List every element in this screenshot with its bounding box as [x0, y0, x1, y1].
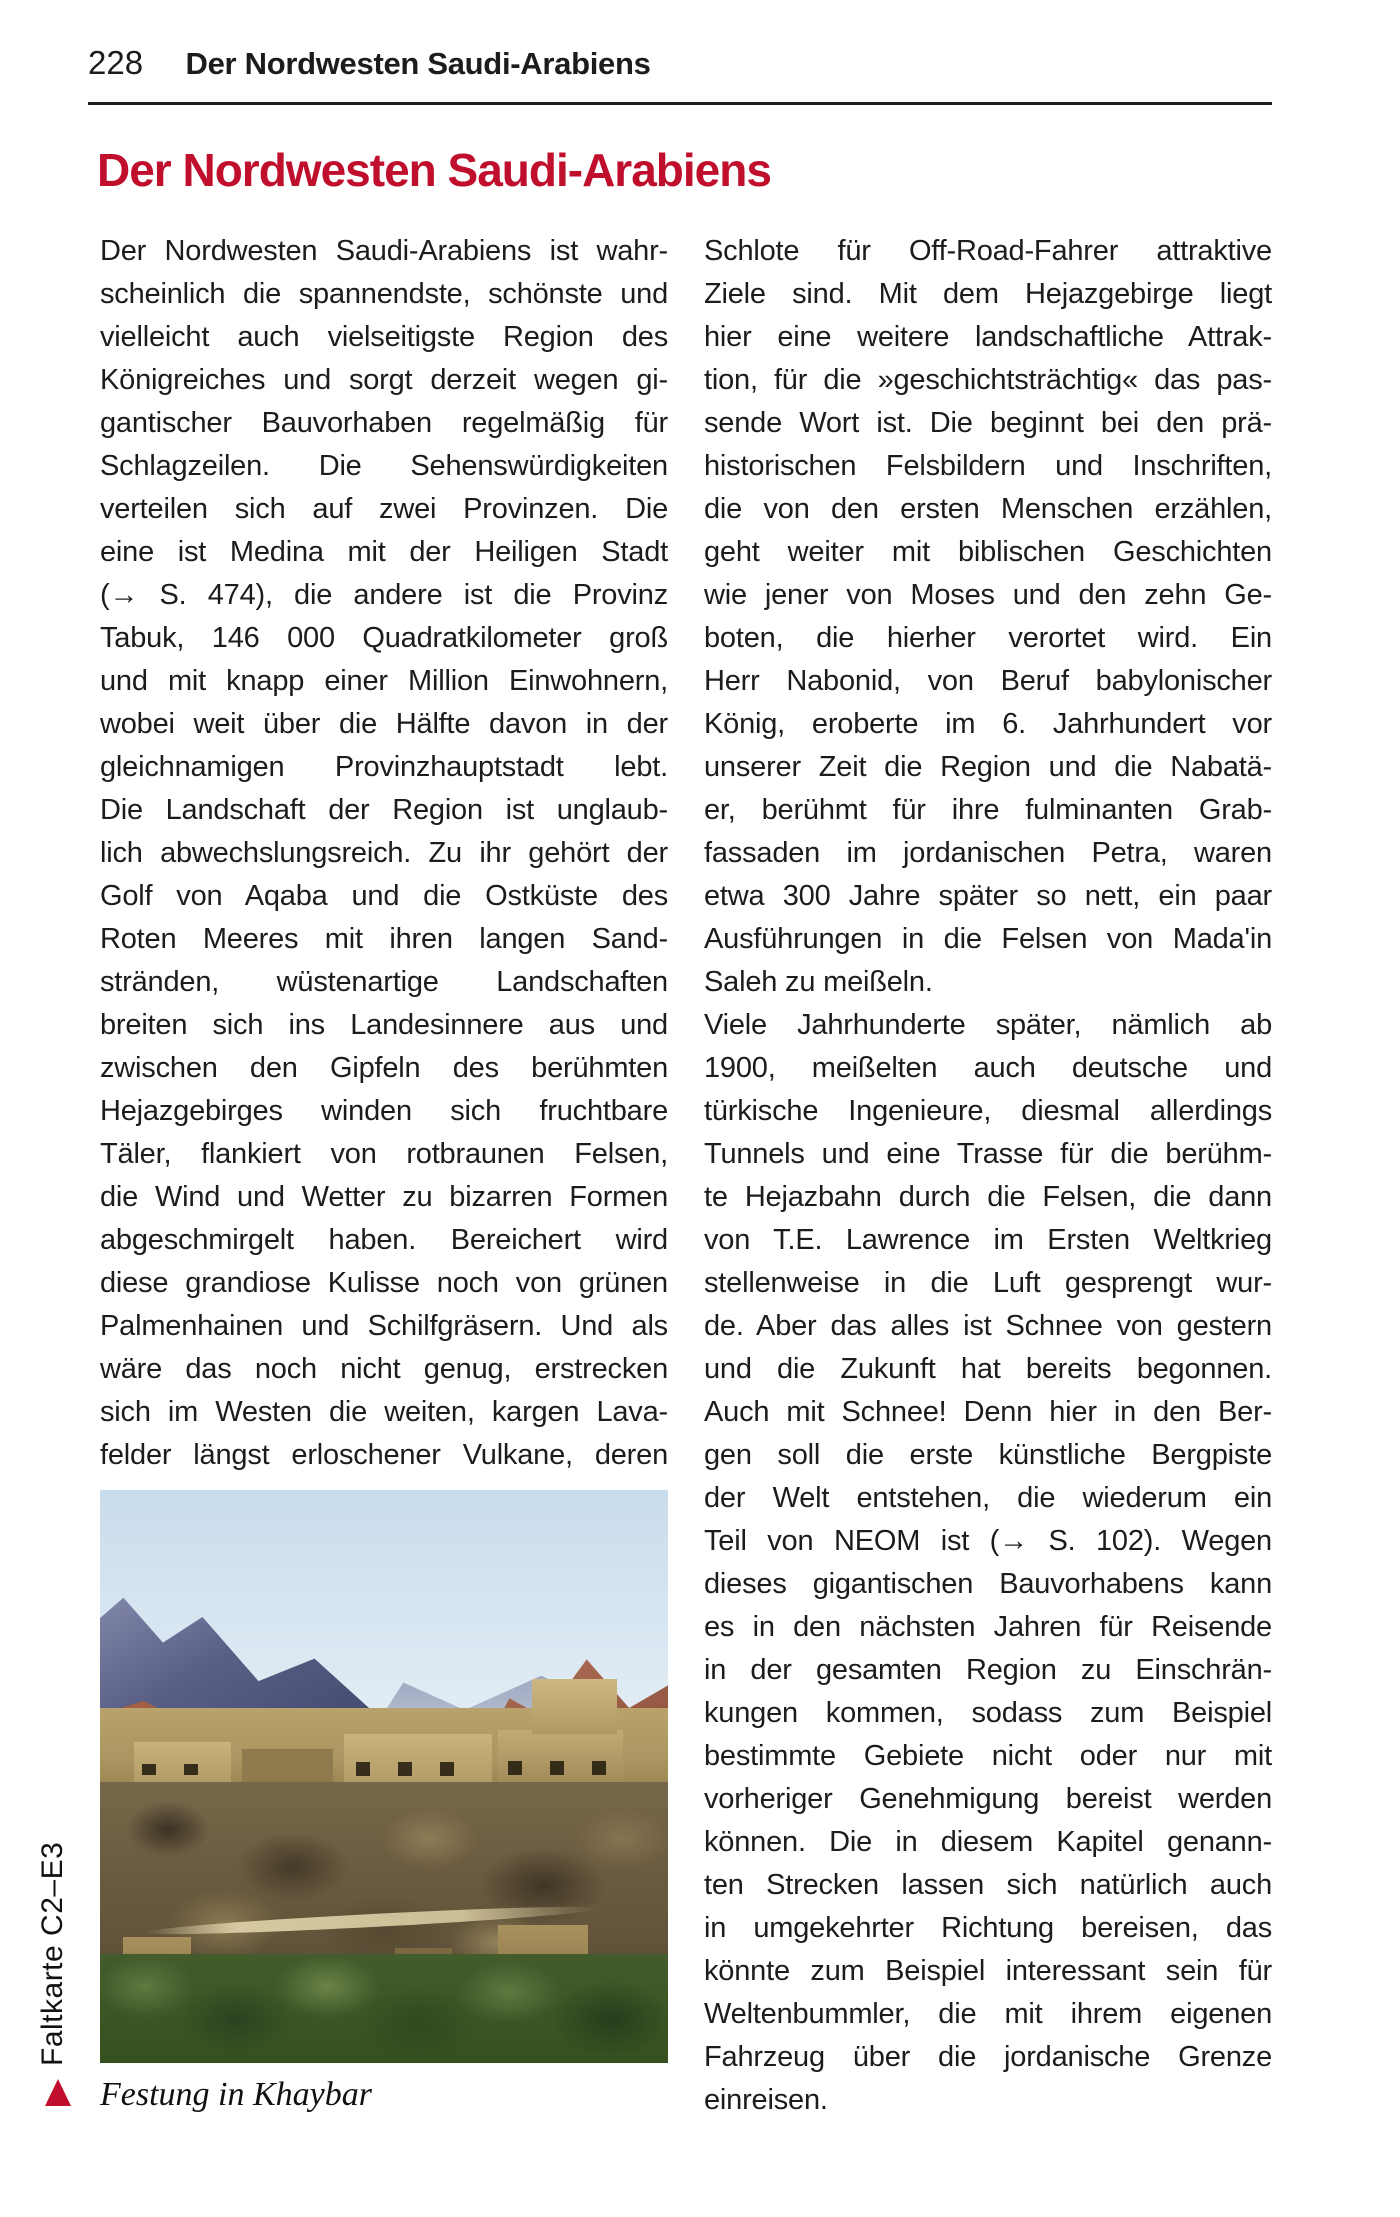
text-line: in der gesamten Region zu Einschrän- [704, 1654, 1272, 1686]
text-line: scheinlich die spannendste, schönste und [100, 278, 668, 310]
text-line: es in den nächsten Jahren für Reisende [704, 1611, 1272, 1643]
text-line: historischen Felsbildern und Inschriften, [704, 450, 1272, 482]
text-line: Ausführungen in die Felsen von Mada'in [704, 923, 1272, 955]
photo-windows [508, 1761, 613, 1775]
text-line: lich abwechslungsreich. Zu ihr gehört der [100, 837, 668, 869]
text-line: diese grandiose Kulisse noch von grünen [100, 1267, 668, 1299]
photo-fortress-khaybar [100, 1490, 668, 2063]
text-line: einreisen. [704, 2084, 828, 2116]
text-line: dieses gigantischen Bauvorhabens kann [704, 1568, 1272, 1600]
text-line: ten Strecken lassen sich natürlich auch [704, 1869, 1272, 1901]
photo-fortress-walls [100, 1708, 668, 1794]
text-line: wie jener von Moses und den zehn Ge- [704, 579, 1272, 611]
text-line: und mit knapp einer Million Einwohnern, [100, 665, 668, 697]
text-line: Herr Nabonid, von Beruf babylonischer [704, 665, 1272, 697]
text-line: te Hejazbahn durch die Felsen, die dann [704, 1181, 1272, 1213]
figure-caption: Festung in Khaybar [100, 2076, 372, 2113]
text-line: geht weiter mit biblischen Geschichten [704, 536, 1272, 568]
text-line: stränden, wüstenartige Landschaften [100, 966, 668, 998]
photo-building [134, 1742, 231, 1782]
page-number: 228 [88, 44, 144, 81]
text-line: 1900, meißelten auch deutsche und [704, 1052, 1272, 1084]
photo-tower [532, 1679, 617, 1734]
text-column-right [704, 230, 1272, 2122]
photo-windows [356, 1762, 480, 1775]
text-line: unserer Zeit die Region und die Nabatä- [704, 751, 1272, 783]
text-line: könnte zum Beispiel interessant sein für [704, 1955, 1272, 1987]
red-triangle-up-icon [45, 2079, 71, 2106]
text-line: wobei weit über die Hälfte davon in der [100, 708, 668, 740]
text-line: zwischen den Gipfeln des berühmten [100, 1052, 668, 1084]
text-line: türkische Ingenieure, diesmal allerdings [704, 1095, 1272, 1127]
text-line: der Welt entstehen, die wiederum ein [704, 1482, 1272, 1514]
text-line: kungen kommen, sodass zum Beispiel [704, 1697, 1272, 1729]
text-line: boten, die hierher verortet wird. Ein [704, 622, 1272, 654]
text-line: gantischer Bauvorhaben regelmäßig für [100, 407, 668, 439]
text-line: und die Zukunft hat bereits begonnen. [704, 1353, 1272, 1385]
text-line: vielleicht auch vielseitigste Region des [100, 321, 668, 353]
text-line: gen soll die erste künstliche Bergpiste [704, 1439, 1272, 1471]
text-line: die von den ersten Menschen erzählen, [704, 493, 1272, 525]
text-line: in umgekehrter Richtung bereisen, das [704, 1912, 1272, 1944]
text-line: abgeschmirgelt haben. Bereichert wird [100, 1224, 668, 1256]
text-line: (→ S. 474), die andere ist die Provinz [100, 579, 668, 611]
text-line: Golf von Aqaba und die Ostküste des [100, 880, 668, 912]
text-line: er, berühmt für ihre fulminanten Grab- [704, 794, 1272, 826]
running-header-title: Der Nordwesten Saudi-Arabiens [185, 46, 651, 81]
running-header [88, 44, 1272, 82]
text-line: sich im Westen die weiten, kargen Lava- [100, 1396, 668, 1428]
header-rule [88, 102, 1272, 105]
text-line: von T.E. Lawrence im Ersten Weltkrieg [704, 1224, 1272, 1256]
text-line: Täler, flankiert von rotbraunen Felsen, [100, 1138, 668, 1170]
text-line: Die Landschaft der Region ist unglaub- [100, 794, 668, 826]
text-line: Weltenbummler, die mit ihrem eigenen [704, 1998, 1272, 2030]
text-line: bestimmte Gebiete nicht oder nur mit [704, 1740, 1272, 1772]
fold-map-reference: Faltkarte C2–E3 [36, 1841, 69, 2066]
text-line: Königreiches und sorgt derzeit wegen gi- [100, 364, 668, 396]
text-line: sende Wort ist. Die beginnt bei den prä- [704, 407, 1272, 439]
text-line: Auch mit Schnee! Denn hier in den Ber- [704, 1396, 1272, 1428]
text-line: eine ist Medina mit der Heiligen Stadt [100, 536, 668, 568]
text-line: Palmenhainen und Schilfgräsern. Und als [100, 1310, 668, 1342]
text-line: wäre das noch nicht genug, erstrecken [100, 1353, 668, 1385]
text-line: Der Nordwesten Saudi-Arabiens ist wahr- [100, 235, 668, 267]
text-line: König, eroberte im 6. Jahrhundert vor [704, 708, 1272, 740]
text-line: Hejazgebirges winden sich fruchtbare [100, 1095, 668, 1127]
text-line: verteilen sich auf zwei Provinzen. Die [100, 493, 668, 525]
text-line: felder längst erloschener Vulkane, deren [100, 1439, 668, 1471]
text-line: fassaden im jordanischen Petra, waren [704, 837, 1272, 869]
text-line: Tunnels und eine Trasse für die berühm- [704, 1138, 1272, 1170]
text-line: stellenweise in die Luft gesprengt wur- [704, 1267, 1272, 1299]
text-line: die Wind und Wetter zu bizarren Formen [100, 1181, 668, 1213]
photo-building [242, 1749, 333, 1783]
text-line: de. Aber das alles ist Schnee von gestern [704, 1310, 1272, 1342]
text-line: hier eine weitere landschaftliche Attrak- [704, 321, 1272, 353]
text-line: können. Die in diesem Kapitel genann- [704, 1826, 1272, 1858]
photo-building [344, 1734, 492, 1786]
text-line: tion, für die »geschichtsträchtig« das pas- [704, 364, 1272, 396]
text-line: Roten Meeres mit ihren langen Sand- [100, 923, 668, 955]
text-line: Teil von NEOM ist (→ S. 102). Wegen [704, 1525, 1272, 1557]
text-line: Tabuk, 146 000 Quadratkilometer groß [100, 622, 668, 654]
text-column-left [100, 230, 668, 1477]
text-line: Schlote für Off-Road-Fahrer attraktive [704, 235, 1272, 267]
text-line: Ziele sind. Mit dem Hejazgebirge liegt [704, 278, 1272, 310]
text-line: Fahrzeug über die jordanische Grenze [704, 2041, 1272, 2073]
text-line: breiten sich ins Landesinnere aus und [100, 1009, 668, 1041]
text-line: Viele Jahrhunderte später, nämlich ab [704, 1009, 1272, 1041]
chapter-title: Der Nordwesten Saudi-Arabiens [97, 143, 771, 196]
text-line: vorheriger Genehmigung bereist werden [704, 1783, 1272, 1815]
text-line: Schlagzeilen. Die Sehenswürdigkeiten [100, 450, 668, 482]
photo-building [498, 1730, 623, 1785]
photo-windows [142, 1764, 223, 1774]
text-line: etwa 300 Jahre später so nett, ein paar [704, 880, 1272, 912]
text-line: gleichnamigen Provinzhauptstadt lebt. [100, 751, 668, 783]
text-line: Saleh zu meißeln. [704, 966, 933, 998]
photo-palm-grove [100, 1954, 668, 2063]
